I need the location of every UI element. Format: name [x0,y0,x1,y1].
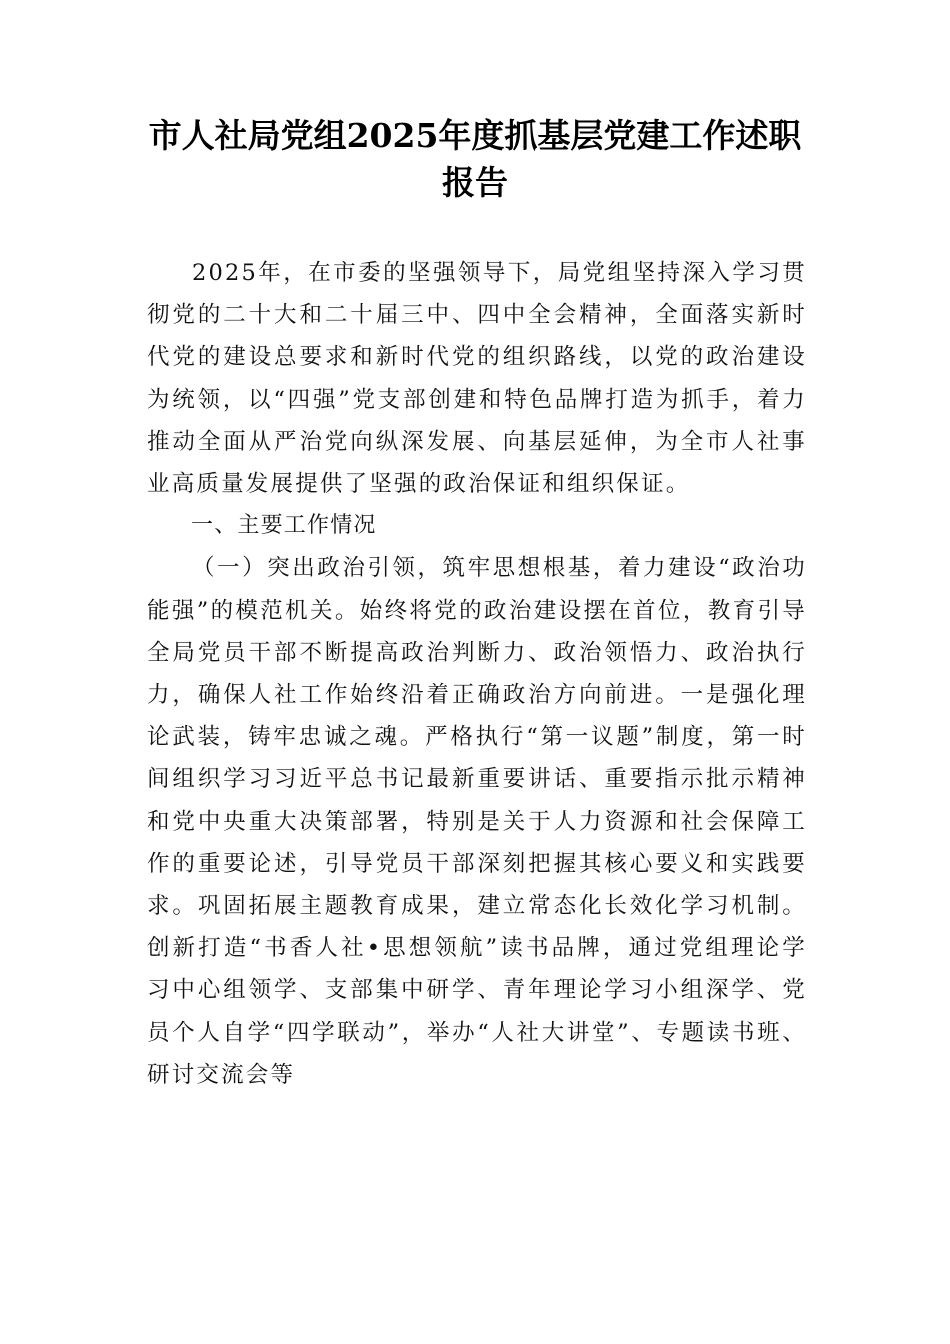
section-paragraph: （一）突出政治引领，筑牢思想根基，着力建设“政治功能强”的模范机关。始终将党的政治建设摆在首位，教育引导全局党员干部不断提高政治判断力、政治领悟力、政治执行力，确保人社工作始终沿着正确政治方向前进。一是强化理论武装，铸牢忠诚之魂。严格执行“第一议题”制度，第一时间组织学习习近平总书记最新重要讲话、重要指示批示精神和党中央重大决策部署，特别是关于人力资源和社会保障工作的重要论述，引导党员干部深刻把握其核心要义和实践要求。巩固拓展主题教育成果，建立常态化长效化学习机制。创新打造“书香人社•思想领航”读书品牌，通过党组理论学习中心组领学、支部集中研学、青年理论学习小组深学、党员个人自学“四学联动”，举办“人社大讲堂”、专题读书班、研讨交流会等 [147,555,807,1088]
intro-paragraph: 2025年，在市委的坚强领导下，局党组坚持深入学习贯彻党的二十大和二十届三中、四中全会精神，全面落实新时代党的建设总要求和新时代党的组织路线，以党的政治建设为统领，以“四强”党支部创建和特色品牌打造为抓手，着力推动全面从严治党向纵深发展、向基层延伸，为全市人社事业高质量发展提供了坚强的政治保证和组织保证。 [147,260,807,498]
document-body [147,252,807,1096]
section-heading: 一、主要工作情况 [191,513,377,539]
document-title: 市人社局党组2025年度抓基层党建工作述职报告 [148,116,802,202]
